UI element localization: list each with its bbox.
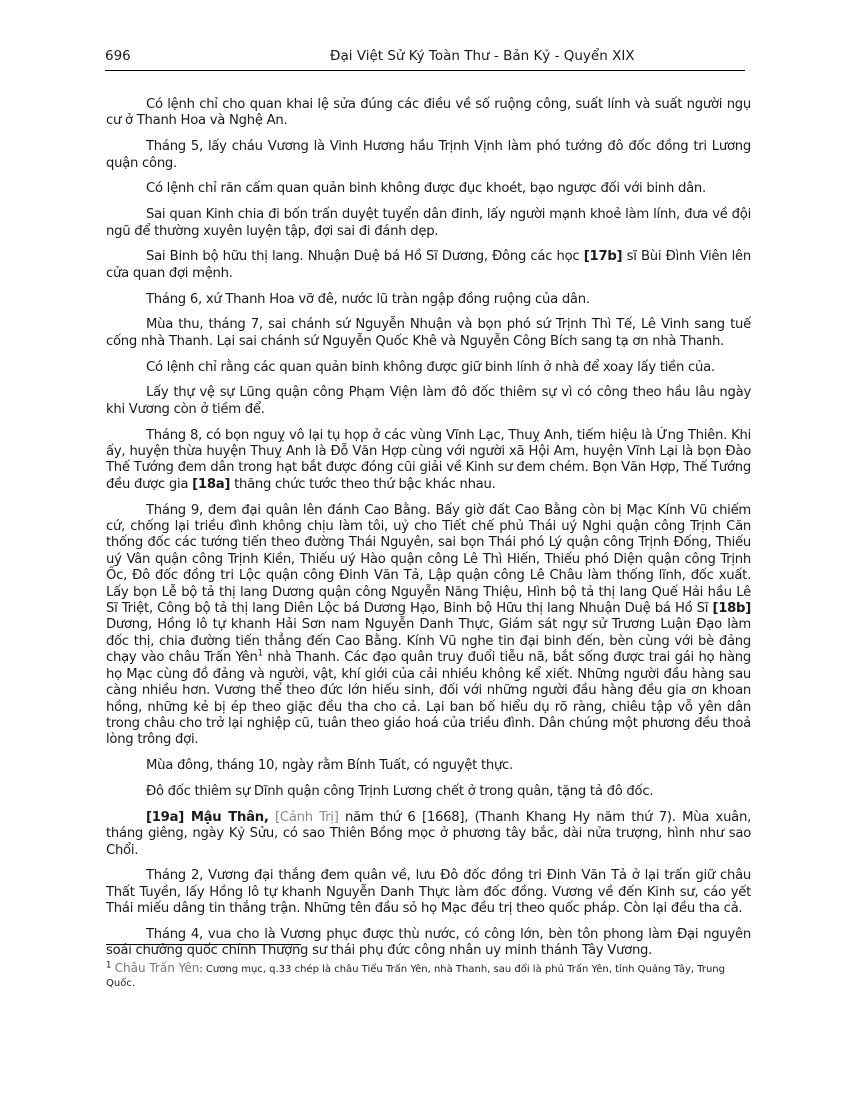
footnote-reference[interactable]: 1 (257, 648, 263, 659)
paragraph (106, 249, 751, 282)
paragraph-text: Tháng 8, có bọn nguỵ vô lại tụ họp ở các vùng Vĩnh Lạc, Thuỵ Anh, tiếm hiệu là Ứng Thiên. Khi ấy, huyện thừa huyện Thuỵ Anh là Đỗ Văn Hợp cùng với người xã Hội Am, huyện Vĩnh Lại là bọn Đào Thế Tướng đem dân trong hạt bắt được đóng cũi giải về Kinh sư đem chém. Bọn Văn Hợp, Thế Tướng đều được gia (106, 427, 751, 492)
body-text (106, 97, 751, 960)
paragraph (106, 428, 751, 494)
paragraph: Tháng 2, Vương đại thắng đem quân về, lưu Đô đốc đồng tri Đinh Văn Tả ở lại trấn giữ châu Thất Tuyền, lấy Hồng lô tự khanh Nguyễn Danh Thực làm đốc đồng. Vương về đến Kinh sư, cáo yết Thái miếu dâng tin thắng trận. Những tên đầu sỏ họ Mạc đều trị theo quốc pháp. Còn lại đều tha cả. (106, 868, 751, 917)
paragraph (106, 810, 751, 859)
footnote-text: : Cương mục, q.33 chép là châu Tiểu Trấn Yên, nhà Thanh, sau đổi là phủ Trấn Yên, tỉnh Quảng Tây, Trung Quốc. (106, 964, 725, 989)
paragraph-text: thăng chức tước theo thứ bậc khác nhau. (230, 476, 496, 492)
paragraph-text: năm thứ 6 [1668], (Thanh Khang Hy năm thứ 7). Mùa xuân, tháng giêng, ngày Kỷ Sửu, có sao Thiên Bồng mọc ở phương tây bắc, dài nửa trượng, hình như sao Chổi. (106, 809, 752, 858)
paragraph: Tháng 5, lấy cháu Vương là Vinh Hương hầu Trịnh Vịnh làm phó tướng đô đốc đồng tri Lương quận công. (106, 139, 751, 171)
paragraph-text: Sai Binh bộ hữu thị lang. Nhuận Duệ bá Hồ Sĩ Dương, Đông các học (146, 249, 584, 265)
paragraph: Đô đốc thiêm sự Dĩnh quận công Trịnh Lương chết ở trong quân, tặng tả đô đốc. (146, 783, 654, 799)
paragraph: Có lệnh chỉ rằng các quan quản binh không được giữ binh lính ở nhà để xoay lấy tiền của. (146, 359, 715, 375)
paragraph-text: Tháng 9, đem đại quân lên đánh Cao Bằng. Bấy giờ đất Cao Bằng còn bị Mạc Kính Vũ chiếm cứ, chống lại triều đình không chịu làm tôi, uỷ cho Tiết chế phủ Thái uý Nghi quận công Trịnh Căn thống đốc các tướng tiến theo đường Thái Nguyên, sai bọn Thái phó Lý quận công Trịnh Đống, Thiếu uý Vân quận công Trịnh Kiền, Thiếu uý Hào quận công Lê Thì Hiến, Thiếu phó Diện quận công Trịnh Ốc, Đô đốc đồng tri Lộc quận công Đinh Văn Tả, Lập quận công Lê Châu làm thống lĩnh, đốc xuất. Lấy bọn Lễ bộ tả thị lang Dương quận công Nguyễn Năng Thiệu, Hình bộ tả thị lang Quế Hải hầu Lê Sĩ Triệt, Công bộ tả thị lang Diên Lộc bá Dương Hạo, Binh bộ Hữu thị lang Nhuận Duệ bá Hồ Sĩ (106, 502, 751, 617)
paragraph: Tháng 6, xứ Thanh Hoa vỡ đê, nước lũ tràn ngập đồng ruộng của dân. (146, 291, 590, 307)
footnote-separator (106, 944, 301, 945)
year-heading: Mậu Thân, (184, 809, 269, 825)
paragraph: Có lệnh chỉ cho quan khai lệ sửa đúng các điều về số ruộng công, suất lính và suất người ngụ cư ở Thanh Hoa và Nghệ An. (106, 97, 751, 129)
footnote (106, 961, 746, 991)
paragraph: Tháng 4, vua cho là Vương phục được thù nước, có công lớn, bèn tôn phong làm Đại nguyên soái chưởng quốc chính Thượng sư thái phụ đức công nhân uy minh thánh Tây Vương. (106, 926, 751, 959)
paragraph-text: sĩ Bùi Đình Viên lên cửa quan đợi mệnh. (106, 249, 751, 281)
paragraph (106, 503, 751, 749)
folio-marker: [18a] (192, 476, 231, 492)
paragraph: Có lệnh chỉ răn cấm quan quản binh không được đục khoét, bạo ngược đối với binh dân. (146, 181, 706, 197)
footnote-term: Châu Trấn Yên (114, 961, 200, 975)
era-name: [Cảnh Trị] (268, 809, 339, 825)
paragraph: Mùa đông, tháng 10, ngày rằm Bính Tuất, có nguyệt thực. (146, 758, 513, 774)
paragraph: Mùa thu, tháng 7, sai chánh sứ Nguyễn Nhuận và bọn phó sứ Trịnh Thì Tế, Lê Vinh sang tuế cống nhà Thanh. Lại sai chánh sứ Nguyễn Quốc Khê và Nguyễn Công Bích sang tạ ơn nhà Thanh. (106, 317, 751, 349)
page-header (105, 46, 745, 71)
folio-marker: [17b] (583, 249, 623, 265)
page-number: 696 (105, 48, 131, 64)
paragraph: Lấy thự vệ sự Lũng quận công Phạm Viện làm đô đốc thiêm sự vì có công theo hầu lâu ngày khi Vương còn ở tiềm để. (106, 385, 751, 417)
paragraph-text: Dương, Hồng lô tự khanh Hải Sơn nam Nguyễn Danh Thực, Giám sát ngự sử Trương Luận Đạo làm đốc thị, chia đường tiến thẳng đến Cao Bằng. Kính Vũ nghe tin đại binh đến, bèn cùng với bè đảng chạy vào châu Trấn Yên (106, 617, 751, 666)
paragraph: Sai quan Kinh chia đi bốn trấn duyệt tuyển dân đinh, lấy người mạnh khoẻ làm lính, đưa về đội ngũ để thường xuyên luyện tập, đợi sai đi đánh dẹp. (106, 207, 751, 239)
footnote-number: 1 (106, 960, 112, 971)
folio-marker: [19a] (146, 809, 184, 825)
running-title: Đại Việt Sử Ký Toàn Thư - Bản Kỷ - Quyển XIX (330, 48, 635, 64)
folio-marker: [18b] (712, 601, 751, 617)
paragraph-text: nhà Thanh. Các đạo quân truy đuổi tiễu nã, bắt sống được trai gái họ hàng họ Mạc cùng đồ đảng và người, vật, khí giới của cải nhiều không kể xiết. Những người đầu hàng sau càng nhiều hơn. Vương thể theo đức lớn hiếu sinh, đối với những người đầu hàng đều gia ơn khoan hồng, những kẻ bị ép theo giặc đều tha cho cả. Lại ban bố hiểu dụ rõ ràng, chiêu tập vỗ yên dân trong châu cho trở lại nghiệp cũ, tuân theo giáo hoá của triều đình. Dân chúng một phương đều thoả lòng trông đợi. (106, 650, 751, 748)
